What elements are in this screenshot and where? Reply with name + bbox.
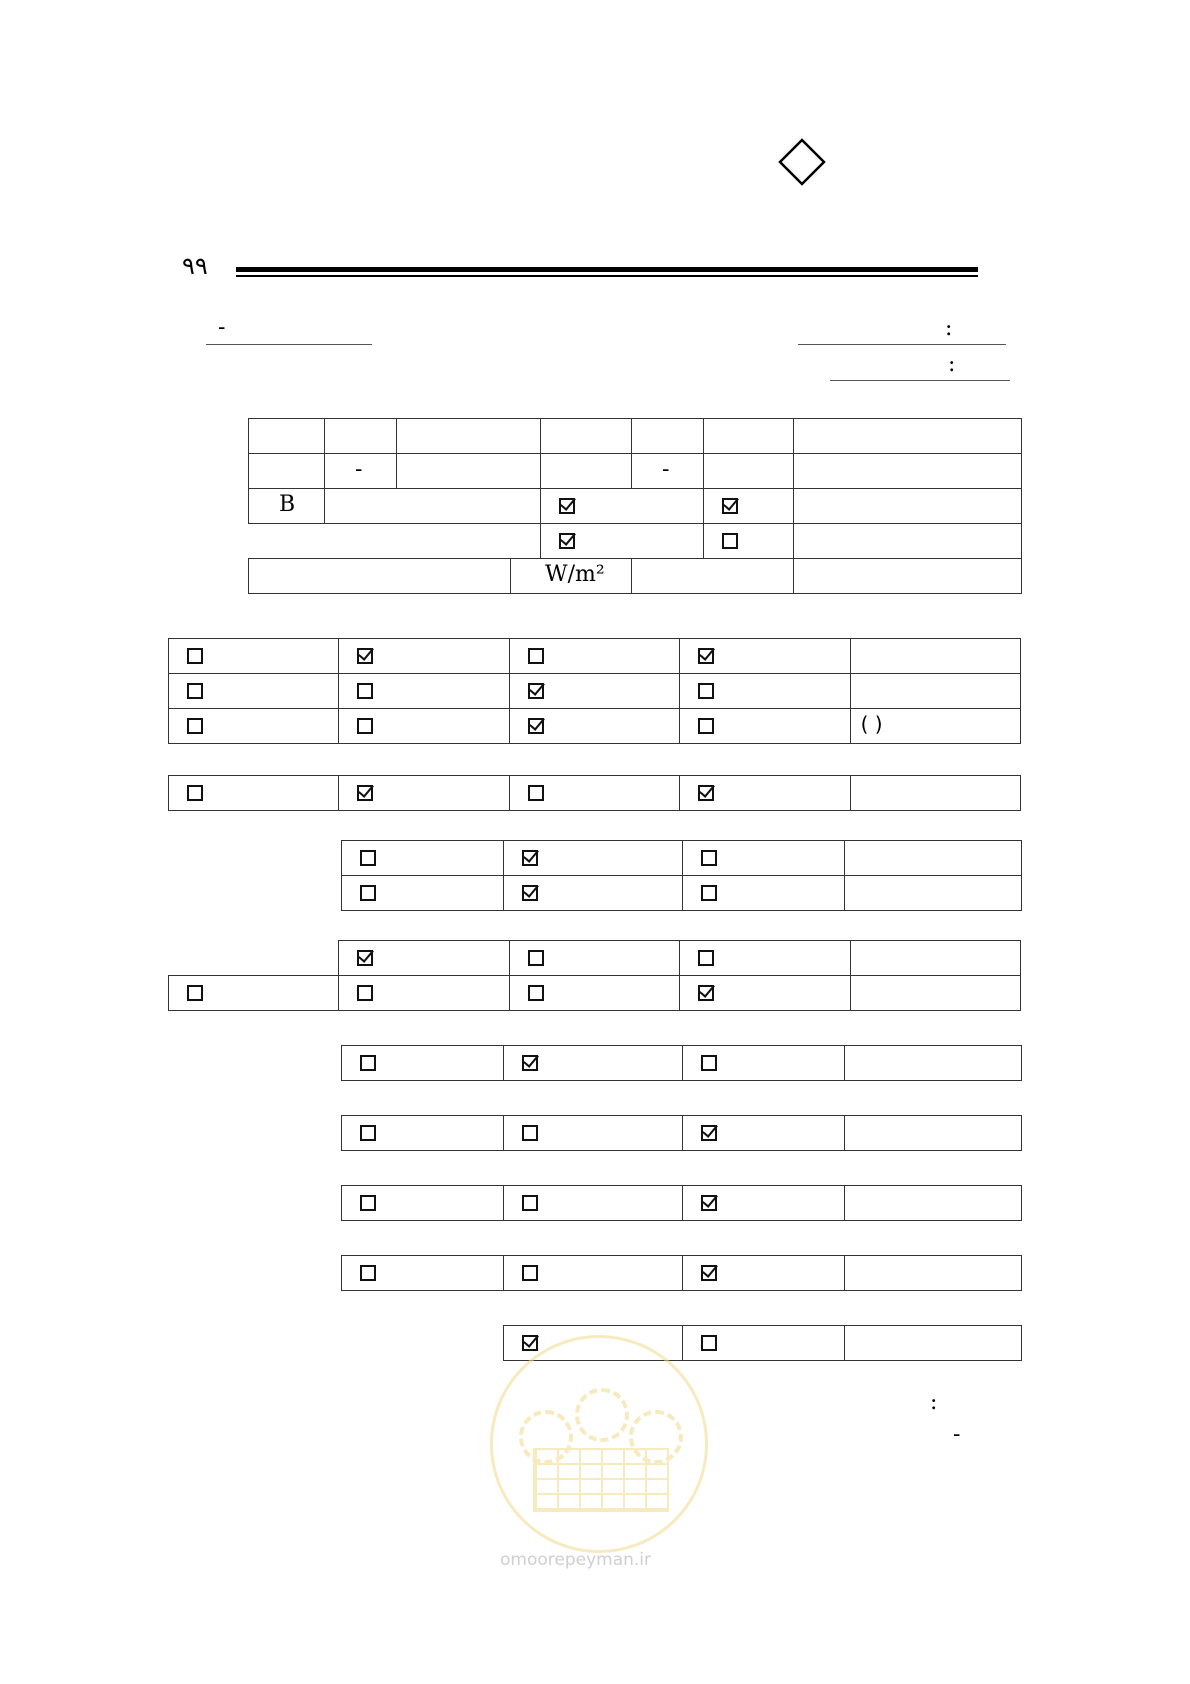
table-row <box>249 454 1022 489</box>
table-cell <box>504 841 683 876</box>
table-cell <box>845 1256 1022 1291</box>
checkbox[interactable] <box>522 1125 538 1141</box>
option-table-7 <box>341 1115 1022 1151</box>
checkbox[interactable] <box>528 950 544 966</box>
table-cell <box>704 454 794 489</box>
table-cell <box>850 709 1020 744</box>
table-cell <box>680 639 850 674</box>
table-cell <box>632 454 704 489</box>
table-cell <box>704 419 794 454</box>
table-row <box>342 1186 1022 1221</box>
table-row <box>342 876 1022 911</box>
table-cell <box>504 1046 683 1081</box>
table-cell <box>541 524 704 559</box>
checkbox[interactable] <box>559 498 575 514</box>
form-line-left <box>206 344 372 345</box>
checkbox[interactable] <box>360 850 376 866</box>
checkbox[interactable] <box>522 1265 538 1281</box>
checkbox[interactable] <box>522 1055 538 1071</box>
table-cell <box>342 1046 504 1081</box>
table-row <box>249 489 1022 524</box>
checkbox[interactable] <box>701 850 717 866</box>
checkbox[interactable] <box>528 985 544 1001</box>
table-cell <box>794 524 1022 559</box>
class-label: B <box>279 492 296 517</box>
table-row <box>169 776 1021 811</box>
footer-colon: : <box>930 1390 938 1415</box>
table-cell <box>509 776 679 811</box>
table-cell <box>850 941 1020 976</box>
table-cell <box>683 841 845 876</box>
table-cell <box>397 419 541 454</box>
header-rule-thin <box>236 275 978 277</box>
option-table-4 <box>341 840 1022 911</box>
checkbox[interactable] <box>698 950 714 966</box>
table-cell <box>845 1046 1022 1081</box>
table-cell <box>342 1116 504 1151</box>
option-table-5 <box>168 940 1021 1011</box>
checkbox[interactable] <box>360 1195 376 1211</box>
diamond-icon <box>778 138 826 186</box>
option-table-2 <box>168 638 1021 744</box>
checkbox[interactable] <box>698 683 714 699</box>
form-colon-2: : <box>948 352 956 377</box>
checkbox[interactable] <box>722 498 738 514</box>
checkbox[interactable] <box>701 1055 717 1071</box>
checkbox[interactable] <box>698 785 714 801</box>
table-cell <box>845 1326 1022 1361</box>
table-row <box>169 639 1021 674</box>
table-row <box>342 1116 1022 1151</box>
table-cell <box>509 639 679 674</box>
checkbox[interactable] <box>357 985 373 1001</box>
form-line-right-2 <box>830 380 1010 381</box>
table-cell <box>249 419 325 454</box>
paren-label: ( ) <box>860 712 883 736</box>
table-cell <box>504 1116 683 1151</box>
table-cell <box>845 876 1022 911</box>
checkbox[interactable] <box>528 785 544 801</box>
checkbox[interactable] <box>522 1335 538 1351</box>
checkbox[interactable] <box>357 718 373 734</box>
table-cell <box>632 559 794 594</box>
table-cell <box>680 941 850 976</box>
table-cell <box>845 841 1022 876</box>
table-cell <box>683 1256 845 1291</box>
checkbox[interactable] <box>187 683 203 699</box>
table-cell <box>704 489 794 524</box>
option-table-6 <box>341 1045 1022 1081</box>
table-cell <box>680 976 850 1011</box>
table-cell <box>509 941 679 976</box>
checkbox[interactable] <box>187 648 203 664</box>
table-cell <box>509 674 679 709</box>
table-cell <box>680 709 850 744</box>
table-cell <box>683 1046 845 1081</box>
table-cell <box>169 709 339 744</box>
table-cell <box>845 1116 1022 1151</box>
page-number: ۹۹ <box>182 252 208 280</box>
checkbox[interactable] <box>701 1195 717 1211</box>
option-table-3 <box>168 775 1021 811</box>
table-cell <box>683 1186 845 1221</box>
table-cell <box>342 876 504 911</box>
table-cell <box>342 841 504 876</box>
spec-table-1 <box>248 418 1022 594</box>
table-cell <box>169 776 339 811</box>
form-line-right-1 <box>798 344 1006 345</box>
checkbox[interactable] <box>357 950 373 966</box>
table-cell <box>169 976 339 1011</box>
checkbox[interactable] <box>360 885 376 901</box>
table-cell <box>541 419 632 454</box>
table-cell <box>325 489 541 524</box>
table-cell <box>683 1116 845 1151</box>
table-cell <box>169 941 339 976</box>
table-cell <box>325 454 397 489</box>
watermark-site: omoorepeyman.ir <box>500 1550 652 1570</box>
checkbox[interactable] <box>528 648 544 664</box>
checkbox[interactable] <box>701 1125 717 1141</box>
table-row <box>342 1256 1022 1291</box>
table-cell <box>850 639 1020 674</box>
table-cell <box>632 419 704 454</box>
table-cell <box>794 489 1022 524</box>
checkbox[interactable] <box>698 718 714 734</box>
table-cell <box>850 776 1020 811</box>
checkbox[interactable] <box>357 648 373 664</box>
table-cell <box>504 1256 683 1291</box>
table-cell <box>339 976 509 1011</box>
table-row <box>169 976 1021 1011</box>
table-cell <box>704 524 794 559</box>
footer-dash: - <box>953 1422 961 1447</box>
table-row <box>342 1046 1022 1081</box>
table-row <box>169 674 1021 709</box>
checkbox[interactable] <box>701 1265 717 1281</box>
table-row <box>249 419 1022 454</box>
watermark-seal-icon <box>490 1335 708 1553</box>
table-cell <box>249 524 541 559</box>
checkbox[interactable] <box>528 718 544 734</box>
table-cell <box>249 454 325 489</box>
table-cell <box>342 1186 504 1221</box>
table-cell <box>850 674 1020 709</box>
table-cell <box>325 419 397 454</box>
table-cell <box>541 489 704 524</box>
table-row <box>169 709 1021 744</box>
table-cell <box>169 674 339 709</box>
table-cell <box>339 639 509 674</box>
table-cell <box>680 776 850 811</box>
form-dash: - <box>218 315 226 340</box>
dash-text: - <box>662 457 670 482</box>
checkbox[interactable] <box>528 683 544 699</box>
unit-label: W/m² <box>545 562 605 587</box>
header-rule-thick <box>236 267 978 272</box>
checkbox[interactable] <box>522 1195 538 1211</box>
table-cell <box>342 1256 504 1291</box>
option-table-9 <box>341 1255 1022 1291</box>
table-cell <box>683 1326 845 1361</box>
table-cell <box>249 489 325 524</box>
checkbox[interactable] <box>360 1265 376 1281</box>
checkbox[interactable] <box>698 648 714 664</box>
table-cell <box>169 639 339 674</box>
table-cell <box>683 876 845 911</box>
checkbox[interactable] <box>357 683 373 699</box>
checkbox[interactable] <box>187 785 203 801</box>
table-row <box>342 841 1022 876</box>
checkbox[interactable] <box>360 1125 376 1141</box>
table-cell <box>794 419 1022 454</box>
checkbox[interactable] <box>559 533 575 549</box>
table-cell <box>680 674 850 709</box>
table-cell <box>850 976 1020 1011</box>
table-cell <box>509 976 679 1011</box>
table-cell <box>511 559 632 594</box>
option-table-8 <box>341 1185 1022 1221</box>
checkbox[interactable] <box>522 850 538 866</box>
checkbox[interactable] <box>722 533 738 549</box>
form-colon-1: : <box>945 316 953 341</box>
checkbox[interactable] <box>187 985 203 1001</box>
checkbox[interactable] <box>357 785 373 801</box>
table-cell <box>541 454 632 489</box>
table-cell <box>339 941 509 976</box>
table-cell <box>509 709 679 744</box>
checkbox[interactable] <box>701 885 717 901</box>
table-row <box>249 559 1022 594</box>
table-cell <box>397 454 541 489</box>
table-cell <box>339 709 509 744</box>
checkbox[interactable] <box>698 985 714 1001</box>
table-cell <box>504 876 683 911</box>
checkbox[interactable] <box>360 1055 376 1071</box>
table-cell <box>794 559 1022 594</box>
table-cell <box>504 1186 683 1221</box>
dash-text: - <box>355 457 363 482</box>
table-row <box>249 524 1022 559</box>
table-row <box>169 941 1021 976</box>
table-cell <box>845 1186 1022 1221</box>
checkbox[interactable] <box>522 885 538 901</box>
checkbox[interactable] <box>701 1335 717 1351</box>
table-cell <box>339 776 509 811</box>
table-cell <box>249 559 511 594</box>
table-cell <box>794 454 1022 489</box>
table-cell <box>339 674 509 709</box>
checkbox[interactable] <box>187 718 203 734</box>
